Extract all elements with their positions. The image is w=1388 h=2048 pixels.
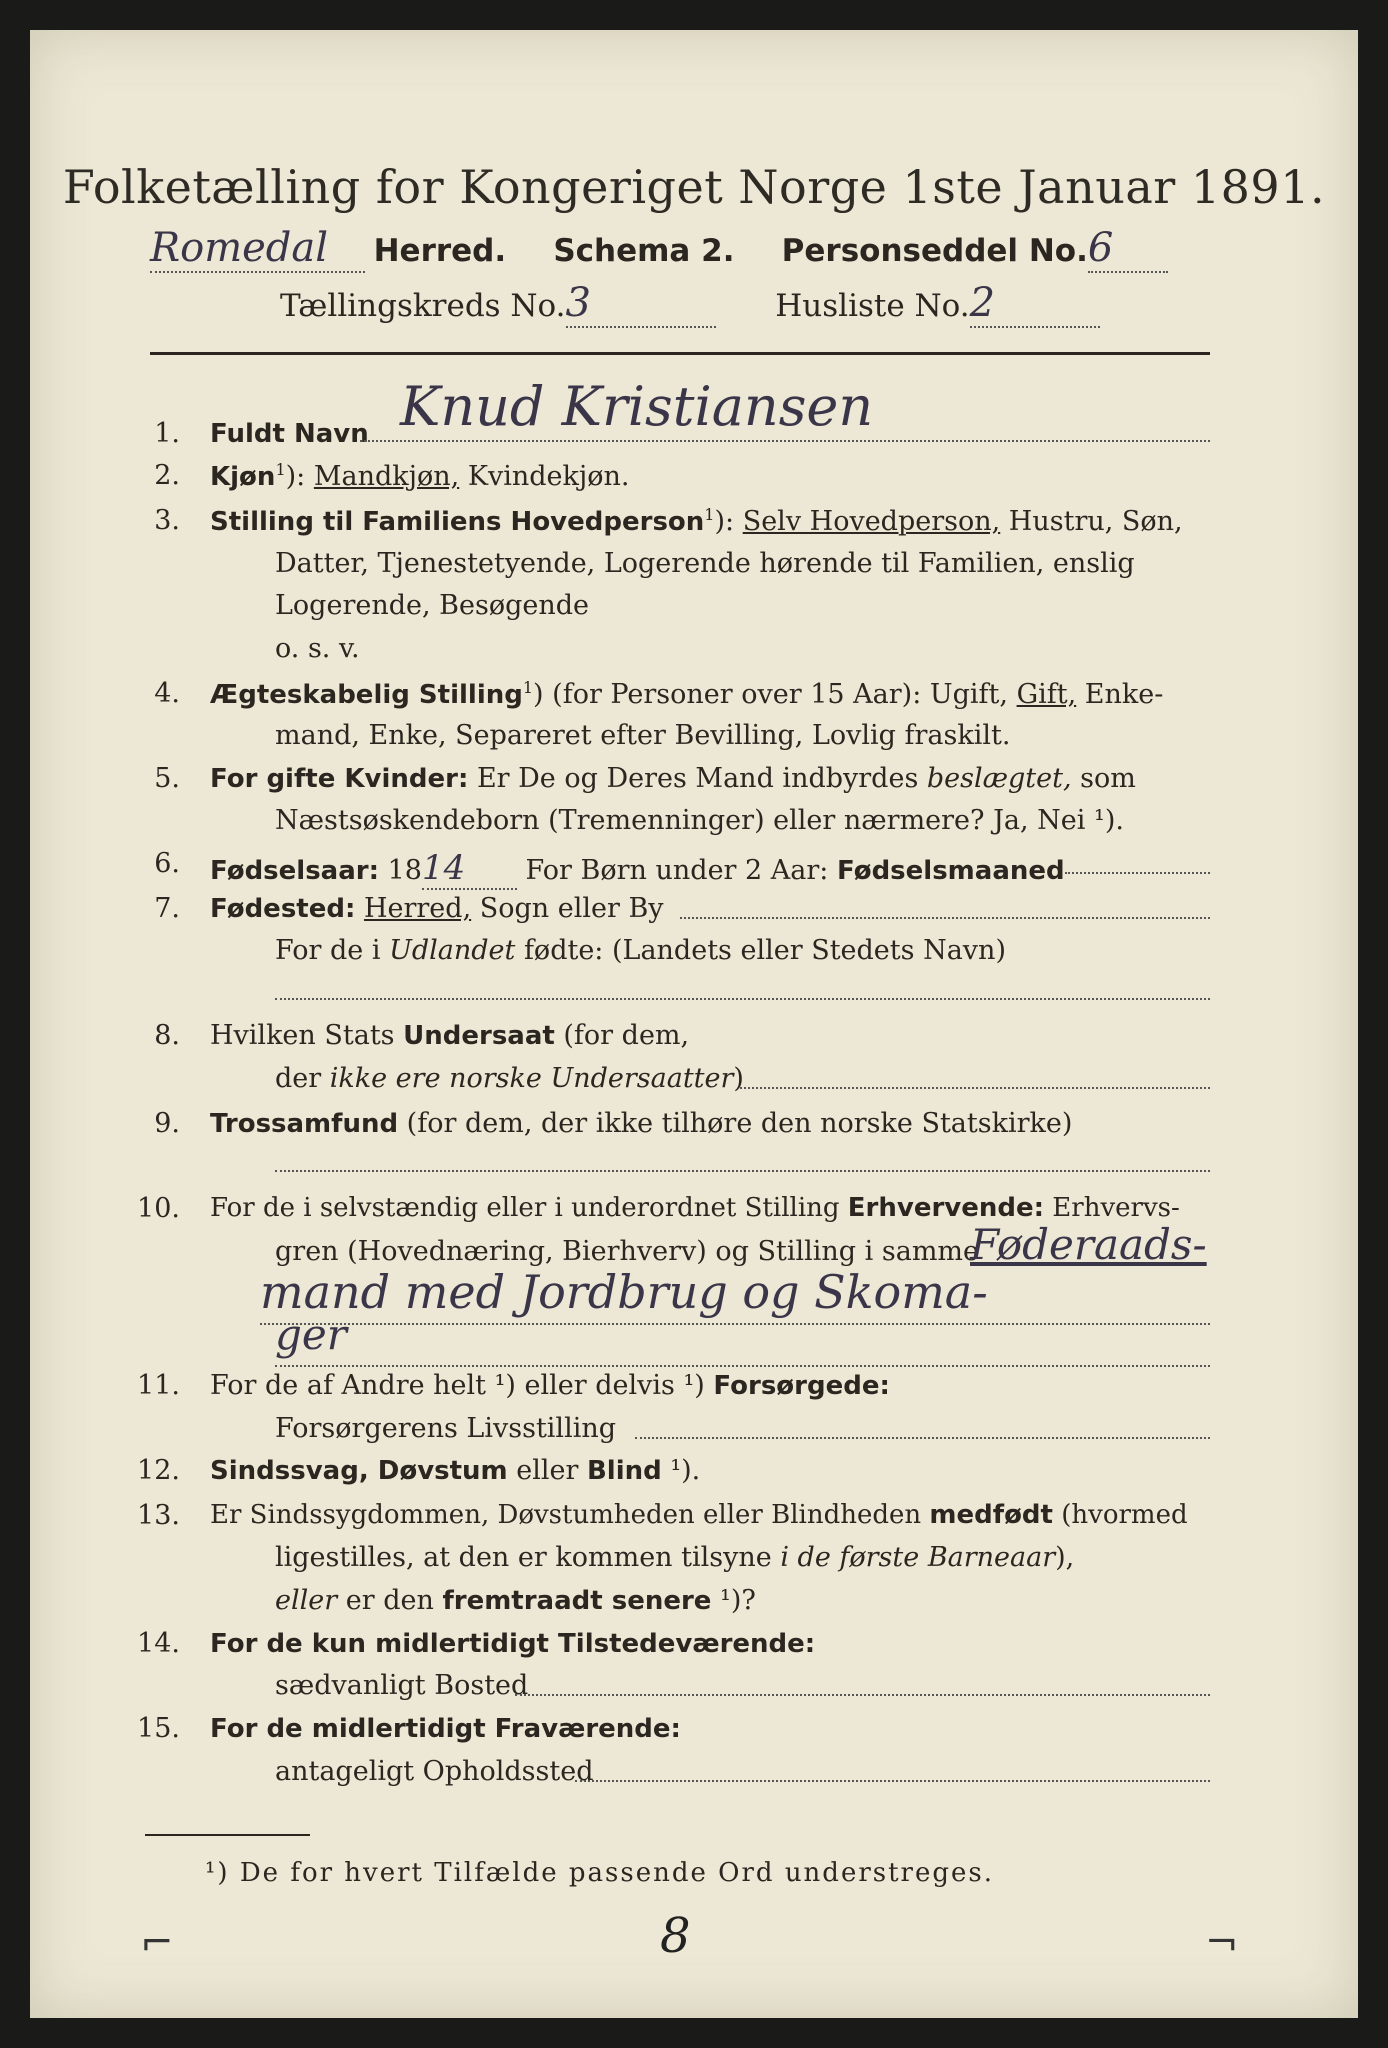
q6-label: Fødselsaar: [210, 856, 379, 886]
form-title: Folketælling for Kongeriget Norge 1ste Januar 1891. [62, 160, 1326, 214]
q7-line1: Fødested: Herred, Sogn eller By [210, 893, 664, 924]
q5-number: 5. [154, 763, 180, 794]
q11-number: 11. [137, 1370, 180, 1401]
herred-handwritten: Romedal [150, 225, 365, 273]
q10-label: Erhvervende: [847, 1193, 1045, 1223]
q9-label: Trossamfund [210, 1109, 399, 1139]
kreds-line [280, 280, 1100, 328]
q13-number: 13. [137, 1500, 180, 1531]
q14-line2: sædvanligt Bosted [275, 1670, 529, 1701]
q8-line2: der ikke ere norske Undersaatter) [275, 1063, 744, 1094]
q3-option-selv: Selv Hovedperson, [742, 506, 1001, 537]
herred-line [150, 225, 1168, 273]
q1-number: 1. [154, 418, 180, 449]
q11-line1: For de af Andre helt ¹) eller delvis ¹) Forsørgede: [210, 1370, 890, 1401]
header-rule [150, 352, 1210, 355]
q12-line: Sindssvag, Døvstum eller Blind ¹). [210, 1455, 701, 1486]
q5-line2: Næstsøskendeborn (Tremenninger) eller nærmere? Ja, Nei ¹). [275, 805, 1124, 836]
q8-line1: Hvilken Stats Undersaat (for dem, [210, 1020, 690, 1051]
q6-label-month: Fødselsmaaned [837, 856, 1065, 886]
q10-occupation-hand2: mand med Jordbrug og Skoma- [260, 1265, 988, 1319]
q2-option-kvindekjon: Kvindekjøn. [459, 461, 630, 492]
q11-line2: Forsørgerens Livsstilling [275, 1413, 617, 1444]
q10-occupation-hand3: ger [275, 1310, 347, 1359]
q10-leader3 [275, 1365, 1210, 1367]
q7-label: Fødested: [210, 894, 356, 924]
q10-number: 10. [137, 1193, 180, 1224]
q11-label: Forsørgede: [713, 1371, 890, 1401]
q10-occupation-hand1: Føderaads- [970, 1220, 1207, 1269]
q5-line1: For gifte Kvinder: Er De og Deres Mand indbyrdes beslægtet, som [210, 763, 1136, 794]
q9-number: 9. [154, 1108, 180, 1139]
q15-line1 [210, 1713, 681, 1744]
q8-number: 8. [154, 1020, 180, 1051]
q12-label: Sindssvag, Døvstum [210, 1456, 508, 1486]
page-number-mark: 8 [660, 1908, 691, 1964]
q15-leader [575, 1780, 1210, 1782]
q6-number: 6. [154, 848, 180, 879]
q8-label: Undersaat [403, 1021, 555, 1051]
q12-number: 12. [137, 1455, 180, 1486]
q4-option-gift: Gift, [1016, 679, 1077, 710]
herred-label: Herred. [373, 233, 507, 269]
kreds-label: Tællingskreds No. [280, 288, 566, 324]
q1-name-handwritten: Knud Kristiansen [400, 375, 874, 438]
q7-option-herred: Herred, [363, 893, 472, 924]
q3-label: Stilling til Familiens Hovedperson [210, 507, 705, 537]
q1-label: Fuldt Navn [210, 419, 369, 449]
q15-line2: antageligt Opholdssted [275, 1756, 594, 1787]
q8-leader [740, 1087, 1210, 1089]
corner-mark-left: ⌐ [140, 1920, 174, 1966]
q3-line2: Datter, Tjenestetyende, Logerende hørende til Familien, enslig [275, 548, 1135, 579]
kreds-handwritten: 3 [566, 280, 716, 328]
q2-label: Kjøn [210, 462, 276, 492]
q3-number: 3. [154, 505, 180, 536]
q7-line2: For de i Udlandet fødte: (Landets eller Stedets Navn) [275, 935, 1006, 966]
personseddel-label: Personseddel No. [781, 233, 1088, 269]
q3-line3: Logerende, Besøgende [275, 590, 589, 621]
q9-line: Trossamfund (for dem, der ikke tilhøre den norske Statskirke) [210, 1108, 1073, 1139]
census-form-sheet [30, 30, 1358, 2018]
q13-label: medfødt [929, 1500, 1053, 1530]
q1-line [210, 418, 369, 449]
q13-line2: ligestilles, at den er kommen tilsyne i de første Barneaar), [275, 1542, 1075, 1573]
q10-leader2 [260, 1323, 1210, 1325]
q13-line3: eller er den fremtraadt senere ¹)? [275, 1585, 756, 1616]
q14-leader [515, 1694, 1210, 1696]
q9-leader [275, 1170, 1210, 1172]
q2-option-mandkjon: Mandkjøn, [313, 461, 460, 492]
q4-line2: mand, Enke, Separeret efter Bevilling, Lovlig fraskilt. [275, 720, 1011, 751]
q5-label: For gifte Kvinder: [210, 764, 469, 794]
q4-number: 4. [154, 678, 180, 709]
q15-label: For de midlertidigt Fraværende: [210, 1714, 681, 1744]
husliste-label: Husliste No. [775, 288, 970, 324]
q6-year-handwritten: 14 [422, 848, 517, 890]
footnote-rule [145, 1834, 310, 1836]
q10-line1: For de i selvstændig eller i underordnet Stilling Erhvervende: Erhvervs- [210, 1193, 1180, 1223]
husliste-handwritten: 2 [970, 280, 1100, 328]
corner-mark-right: ¬ [1205, 1920, 1239, 1966]
q10-line2: gren (Hovednæring, Bierhverv) og Stilling i samme [275, 1236, 980, 1267]
q11-leader [635, 1437, 1210, 1439]
q7-number: 7. [154, 893, 180, 924]
schema-label: Schema 2. [553, 233, 735, 269]
q2-line: Kjøn$^1$): Mandkjøn, Kvindekjøn. [210, 460, 630, 492]
q3-line1: Stilling til Familiens Hovedperson$^1$): Selv Hovedperson, Hustru, Søn, [210, 505, 1183, 537]
q4-line1: Ægteskabelig Stilling$^1$) (for Personer over 15 Aar): Ugift, Gift, Enke- [210, 678, 1164, 710]
footnote: ¹) De for hvert Tilfælde passende Ord understreges. [205, 1858, 995, 1888]
q14-label: For de kun midlertidigt Tilstedeværende: [210, 1629, 816, 1659]
q6-leader [1065, 872, 1210, 874]
q14-number: 14. [137, 1628, 180, 1659]
q7-leader [680, 917, 1210, 919]
personseddel-handwritten: 6 [1088, 225, 1168, 273]
q1-leader [360, 440, 1210, 442]
q15-number: 15. [137, 1713, 180, 1744]
q3-line4: o. s. v. [275, 633, 360, 664]
q6-line: Fødselsaar: 1814 For Børn under 2 Aar: Fødselsmaaned [210, 848, 1065, 888]
q7-leader2 [275, 998, 1210, 1000]
q2-number: 2. [154, 460, 180, 491]
q13-line1: Er Sindssygdommen, Døvstumheden eller Blindheden medfødt (hvormed [210, 1500, 1188, 1530]
q4-label: Ægteskabelig Stilling [210, 680, 523, 710]
q14-line1 [210, 1628, 815, 1659]
